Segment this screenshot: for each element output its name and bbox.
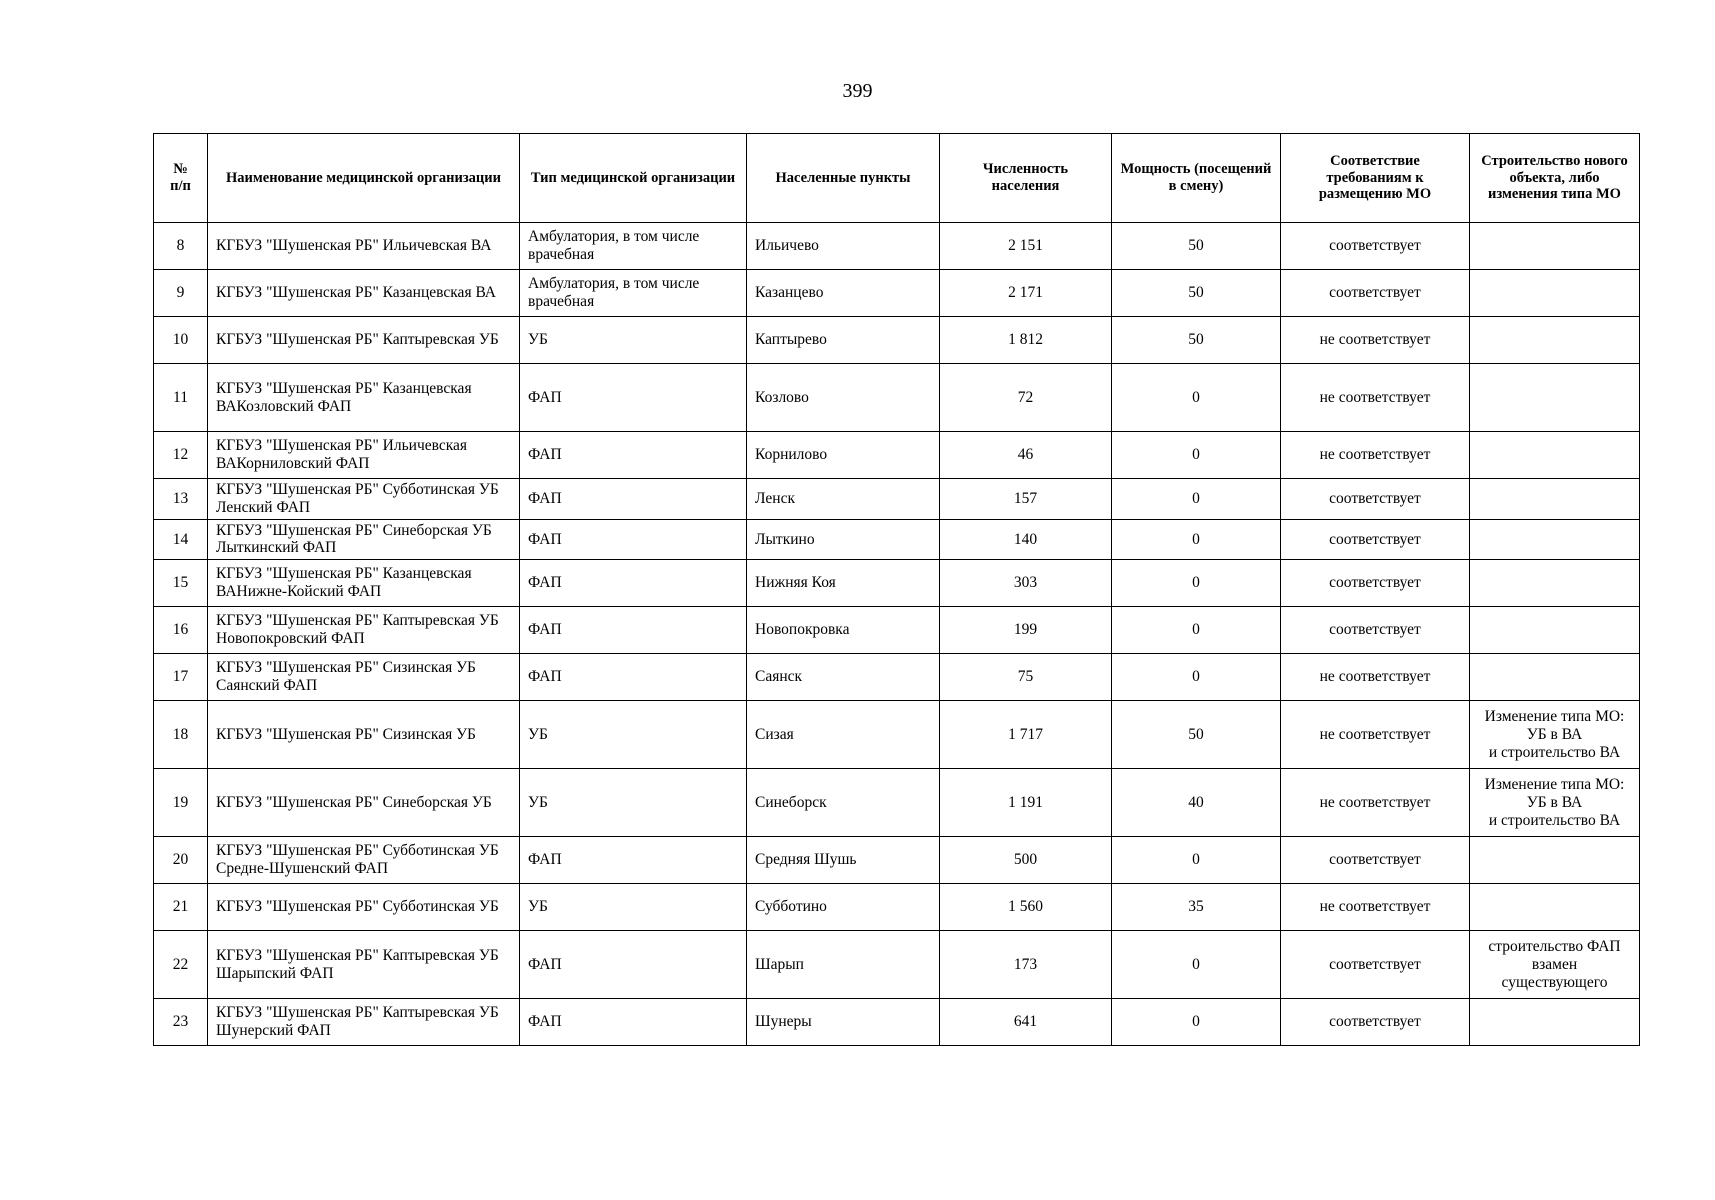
cell-population: 157 — [940, 479, 1112, 520]
cell-settlement: Субботино — [747, 884, 940, 931]
page-number: 399 — [842, 80, 873, 102]
cell-compliance: не соответствует — [1281, 432, 1470, 479]
cell-organization-name: КГБУЗ "Шушенская РБ" Сизинская УБ Саянский ФАП — [208, 654, 520, 701]
cell-organization-name: КГБУЗ "Шушенская РБ" Ильичевская ВА — [208, 223, 520, 270]
cell-compliance: соответствует — [1281, 519, 1470, 560]
cell-organization-name: КГБУЗ "Шушенская РБ" Казанцевская ВАКозловский ФАП — [208, 364, 520, 432]
table-header-row — [154, 134, 1640, 223]
cell-capacity: 0 — [1112, 364, 1281, 432]
cell-organization-type: ФАП — [520, 364, 747, 432]
cell-organization-name: КГБУЗ "Шушенская РБ" Каптыревская УБ — [208, 317, 520, 364]
header-settlements: Населенные пункты — [747, 134, 940, 223]
cell-organization-name: КГБУЗ "Шушенская РБ" Субботинская УБ Ленский ФАП — [208, 479, 520, 520]
cell-population: 1 191 — [940, 769, 1112, 837]
cell-organization-type: ФАП — [520, 560, 747, 607]
cell-organization-name: КГБУЗ "Шушенская РБ" Ильичевская ВАКорниловский ФАП — [208, 432, 520, 479]
cell-organization-type: Амбулатория, в том числе врачебная — [520, 223, 747, 270]
cell-compliance: не соответствует — [1281, 769, 1470, 837]
cell-population: 173 — [940, 931, 1112, 999]
cell-organization-type: ФАП — [520, 999, 747, 1046]
cell-settlement: Корнилово — [747, 432, 940, 479]
cell-settlement: Синеборск — [747, 769, 940, 837]
cell-capacity: 50 — [1112, 270, 1281, 317]
table-row — [154, 317, 1640, 364]
cell-capacity: 0 — [1112, 479, 1281, 520]
table-row — [154, 432, 1640, 479]
cell-organization-name: КГБУЗ "Шушенская РБ" Каптыревская УБ Шарыпский ФАП — [208, 931, 520, 999]
table-body — [154, 223, 1640, 1046]
cell-organization-name: КГБУЗ "Шушенская РБ" Синеборская УБ Лыткинский ФАП — [208, 519, 520, 560]
cell-organization-type: ФАП — [520, 607, 747, 654]
table-row — [154, 364, 1640, 432]
cell-settlement: Ленск — [747, 479, 940, 520]
cell-number: 21 — [154, 884, 208, 931]
cell-capacity: 0 — [1112, 931, 1281, 999]
cell-construction — [1470, 364, 1640, 432]
cell-number: 13 — [154, 479, 208, 520]
cell-construction — [1470, 560, 1640, 607]
cell-number: 18 — [154, 701, 208, 769]
cell-compliance: соответствует — [1281, 931, 1470, 999]
cell-compliance: не соответствует — [1281, 654, 1470, 701]
cell-construction — [1470, 884, 1640, 931]
cell-organization-name: КГБУЗ "Шушенская РБ" Казанцевская ВА — [208, 270, 520, 317]
cell-construction — [1470, 479, 1640, 520]
cell-settlement: Козлово — [747, 364, 940, 432]
cell-number: 14 — [154, 519, 208, 560]
table-row — [154, 999, 1640, 1046]
cell-organization-type: УБ — [520, 317, 747, 364]
cell-capacity: 40 — [1112, 769, 1281, 837]
cell-compliance: соответствует — [1281, 999, 1470, 1046]
cell-number: 15 — [154, 560, 208, 607]
cell-population: 1 812 — [940, 317, 1112, 364]
cell-population: 2 171 — [940, 270, 1112, 317]
cell-settlement: Средняя Шушь — [747, 837, 940, 884]
header-number: № п/п — [154, 134, 208, 223]
cell-settlement: Новопокровка — [747, 607, 940, 654]
cell-organization-name: КГБУЗ "Шушенская РБ" Сизинская УБ — [208, 701, 520, 769]
cell-population: 72 — [940, 364, 1112, 432]
cell-construction — [1470, 270, 1640, 317]
cell-population: 500 — [940, 837, 1112, 884]
cell-population: 199 — [940, 607, 1112, 654]
cell-organization-name: КГБУЗ "Шушенская РБ" Казанцевская ВАНижне-Койский ФАП — [208, 560, 520, 607]
cell-capacity: 0 — [1112, 560, 1281, 607]
cell-construction — [1470, 837, 1640, 884]
cell-organization-name: КГБУЗ "Шушенская РБ" Каптыревская УБ Новопокровский ФАП — [208, 607, 520, 654]
table-row — [154, 931, 1640, 999]
cell-settlement: Шунеры — [747, 999, 940, 1046]
cell-number: 17 — [154, 654, 208, 701]
cell-population: 303 — [940, 560, 1112, 607]
cell-number: 16 — [154, 607, 208, 654]
cell-number: 8 — [154, 223, 208, 270]
cell-compliance: не соответствует — [1281, 701, 1470, 769]
table-row — [154, 270, 1640, 317]
cell-capacity: 0 — [1112, 432, 1281, 479]
cell-construction — [1470, 317, 1640, 364]
cell-settlement: Казанцево — [747, 270, 940, 317]
cell-organization-name: КГБУЗ "Шушенская РБ" Субботинская УБ — [208, 884, 520, 931]
header-organization-name: Наименование медицинской организации — [208, 134, 520, 223]
cell-number: 20 — [154, 837, 208, 884]
cell-organization-type: ФАП — [520, 479, 747, 520]
header-organization-type: Тип медицинской организации — [520, 134, 747, 223]
cell-settlement: Сизая — [747, 701, 940, 769]
cell-construction — [1470, 223, 1640, 270]
table-row — [154, 701, 1640, 769]
cell-capacity: 0 — [1112, 654, 1281, 701]
cell-capacity: 50 — [1112, 701, 1281, 769]
table-row — [154, 769, 1640, 837]
cell-compliance: не соответствует — [1281, 317, 1470, 364]
table-row — [154, 560, 1640, 607]
table-row — [154, 884, 1640, 931]
cell-population: 2 151 — [940, 223, 1112, 270]
cell-population: 75 — [940, 654, 1112, 701]
cell-number: 10 — [154, 317, 208, 364]
cell-population: 46 — [940, 432, 1112, 479]
cell-organization-type: УБ — [520, 884, 747, 931]
cell-construction — [1470, 999, 1640, 1046]
cell-compliance: соответствует — [1281, 270, 1470, 317]
cell-settlement: Лыткино — [747, 519, 940, 560]
cell-construction: Изменение типа МО: УБ в ВА и строительство ВА — [1470, 701, 1640, 769]
header-construction: Строительство нового объекта, либо изменения типа МО — [1470, 134, 1640, 223]
cell-capacity: 50 — [1112, 223, 1281, 270]
cell-capacity: 35 — [1112, 884, 1281, 931]
cell-number: 22 — [154, 931, 208, 999]
cell-organization-type: УБ — [520, 769, 747, 837]
table-row — [154, 223, 1640, 270]
cell-capacity: 50 — [1112, 317, 1281, 364]
cell-construction — [1470, 607, 1640, 654]
cell-organization-type: ФАП — [520, 432, 747, 479]
cell-population: 1 560 — [940, 884, 1112, 931]
cell-settlement: Ильичево — [747, 223, 940, 270]
table-row — [154, 654, 1640, 701]
cell-construction: строительство ФАП взамен существующего — [1470, 931, 1640, 999]
cell-construction — [1470, 432, 1640, 479]
table-row — [154, 519, 1640, 560]
cell-compliance: не соответствует — [1281, 884, 1470, 931]
cell-organization-type: Амбулатория, в том числе врачебная — [520, 270, 747, 317]
cell-construction — [1470, 654, 1640, 701]
cell-organization-name: КГБУЗ "Шушенская РБ" Субботинская УБ Средне-Шушенский ФАП — [208, 837, 520, 884]
cell-number: 11 — [154, 364, 208, 432]
cell-organization-type: ФАП — [520, 654, 747, 701]
cell-capacity: 0 — [1112, 999, 1281, 1046]
header-compliance: Соответствие требованиям к размещению МО — [1281, 134, 1470, 223]
cell-compliance: соответствует — [1281, 560, 1470, 607]
table-row — [154, 479, 1640, 520]
cell-settlement: Саянск — [747, 654, 940, 701]
cell-compliance: соответствует — [1281, 607, 1470, 654]
cell-organization-name: КГБУЗ "Шушенская РБ" Каптыревская УБ Шунерский ФАП — [208, 999, 520, 1046]
cell-settlement: Шарып — [747, 931, 940, 999]
cell-construction — [1470, 519, 1640, 560]
cell-population: 1 717 — [940, 701, 1112, 769]
cell-compliance: соответствует — [1281, 223, 1470, 270]
cell-organization-type: ФАП — [520, 519, 747, 560]
cell-organization-name: КГБУЗ "Шушенская РБ" Синеборская УБ — [208, 769, 520, 837]
cell-capacity: 0 — [1112, 607, 1281, 654]
cell-number: 23 — [154, 999, 208, 1046]
cell-compliance: не соответствует — [1281, 364, 1470, 432]
cell-population: 140 — [940, 519, 1112, 560]
table-row — [154, 837, 1640, 884]
cell-number: 9 — [154, 270, 208, 317]
header-capacity: Мощность (посещений в смену) — [1112, 134, 1281, 223]
cell-capacity: 0 — [1112, 837, 1281, 884]
cell-compliance: соответствует — [1281, 479, 1470, 520]
cell-organization-type: УБ — [520, 701, 747, 769]
table-row — [154, 607, 1640, 654]
cell-population: 641 — [940, 999, 1112, 1046]
cell-settlement: Каптырево — [747, 317, 940, 364]
cell-organization-type: ФАП — [520, 837, 747, 884]
cell-number: 19 — [154, 769, 208, 837]
cell-capacity: 0 — [1112, 519, 1281, 560]
cell-organization-type: ФАП — [520, 931, 747, 999]
cell-settlement: Нижняя Коя — [747, 560, 940, 607]
cell-construction: Изменение типа МО: УБ в ВА и строительство ВА — [1470, 769, 1640, 837]
cell-compliance: соответствует — [1281, 837, 1470, 884]
medical-organizations-table — [153, 133, 1640, 1046]
header-population: Численность населения — [940, 134, 1112, 223]
cell-number: 12 — [154, 432, 208, 479]
